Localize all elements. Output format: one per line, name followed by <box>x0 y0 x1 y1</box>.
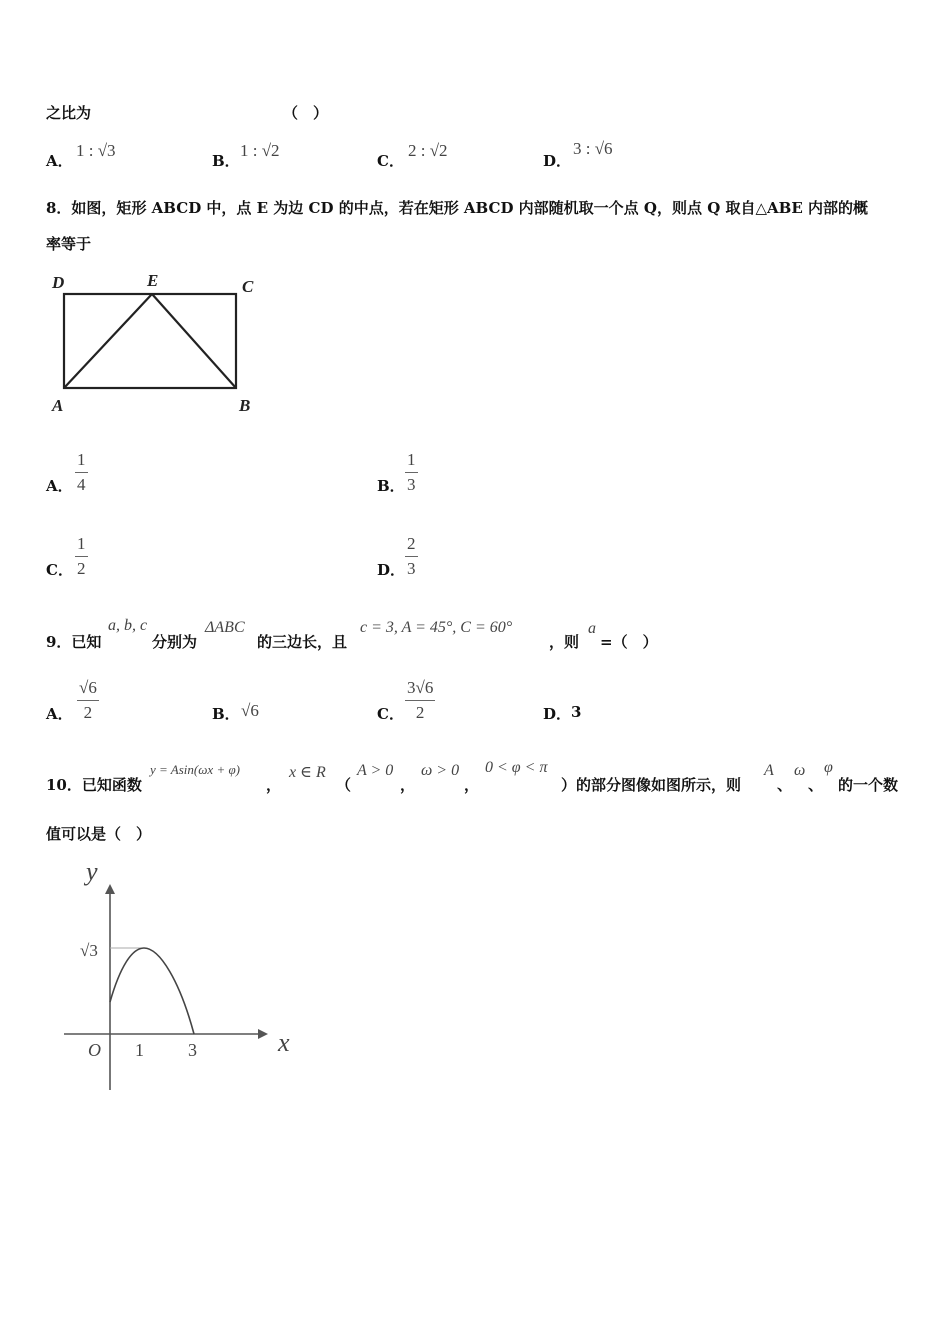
q10-cond-a: A > 0 <box>357 762 394 779</box>
q10-comma1: ， <box>266 776 282 794</box>
q7-option-d-value: 3 : √6 <box>573 139 613 158</box>
q7-option-a-label[interactable]: A． <box>46 152 73 170</box>
fraction-denominator: 3 <box>407 559 416 578</box>
q9-option-a-label[interactable]: A． <box>46 705 73 723</box>
q8-option-c-fraction <box>75 534 88 579</box>
graph-x-tick-3: 3 <box>188 1040 197 1060</box>
q7-option-a-value: 1 : √3 <box>76 141 116 160</box>
fraction-denominator: 3 <box>407 475 416 494</box>
fraction-numerator: 1 <box>407 450 416 469</box>
fraction-numerator: 2 <box>407 534 416 553</box>
q9-option-d-value: 3 <box>571 703 582 721</box>
figure-label-e: E <box>147 271 159 290</box>
q10-comma2: ， <box>400 776 416 794</box>
q10-stem-line2: 值可以是（ ） <box>46 825 152 843</box>
q7-answer-paren: （ ） <box>283 104 329 122</box>
q10-sep1: 、 <box>777 776 793 794</box>
q10-param-omega: ω <box>794 762 806 779</box>
q8-option-a-fraction <box>75 450 88 495</box>
q9-option-c-fraction <box>405 678 435 723</box>
q8-option-d-fraction <box>405 534 418 579</box>
q7-option-c-label[interactable]: C． <box>377 152 404 170</box>
q8-option-d-label[interactable]: D． <box>377 561 406 579</box>
sine-curve <box>110 948 194 1034</box>
graph-origin-label: O <box>88 1040 101 1060</box>
q10-domain: x ∈ R <box>289 764 326 781</box>
q10-tail: 的一个数 <box>838 776 899 794</box>
fraction-numerator: 1 <box>77 450 86 469</box>
q10-open-paren: （ <box>336 776 352 794</box>
q10-sep2: 、 <box>808 776 824 794</box>
q8-stem-line1: 8．如图，矩形 ABCD 中，点 E 为边 CD 的中点，若在矩形 ABCD 内部随机取一个点 Q，则点 Q 取自△ABE 内部的概 <box>46 199 868 217</box>
q7-tail-text: 之比为 <box>46 104 92 122</box>
fraction-denominator: 2 <box>415 703 425 722</box>
fraction-denominator: 4 <box>77 475 86 494</box>
figure-label-a: A <box>52 396 64 415</box>
graph-y-tick-sqrt3: √3 <box>80 941 98 960</box>
fraction-numerator: 1 <box>77 534 86 553</box>
q9-sides: a, b, c <box>108 617 148 634</box>
q10-mid: ）的部分图像如图所示，则 <box>561 776 742 794</box>
q8-stem-line2: 率等于 <box>46 235 92 253</box>
figure-label-c: C <box>242 277 254 296</box>
q8-option-b-label[interactable]: B． <box>377 477 405 495</box>
q10-function: y = Asin(ωx + φ) <box>150 762 240 777</box>
figure-label-b: B <box>239 396 251 415</box>
q9-option-b-value: √6 <box>241 701 259 720</box>
q10-sine-graph <box>56 852 302 1098</box>
q9-suffix: =（ ） <box>600 633 658 651</box>
q9-mid2: 的三边长，且 <box>257 633 348 651</box>
q9-option-a-fraction <box>77 678 99 723</box>
q8-option-c-label[interactable]: C． <box>46 561 73 579</box>
q9-mid3: ，则 <box>549 633 580 651</box>
q7-option-c-value: 2 : √2 <box>408 141 448 160</box>
q9-variable: a <box>588 620 596 637</box>
q9-triangle: ΔABC <box>205 619 245 636</box>
q10-cond-omega: ω > 0 <box>421 762 460 779</box>
graph-x-label: x <box>278 1028 290 1057</box>
q9-option-b-label[interactable]: B． <box>212 705 240 723</box>
q8-option-a-label[interactable]: A． <box>46 477 73 495</box>
graph-y-label: y <box>86 857 98 886</box>
q9-mid1: 分别为 <box>152 633 198 651</box>
fraction-denominator: 2 <box>77 559 86 578</box>
q10-cond-phi: 0 < φ < π <box>485 759 548 776</box>
q7-option-b-label[interactable]: B． <box>212 152 240 170</box>
fraction-numerator: 3√6 <box>407 678 434 697</box>
q10-prefix: 10．已知函数 <box>46 776 142 794</box>
graph-x-tick-1: 1 <box>135 1040 144 1060</box>
q9-prefix: 9．已知 <box>46 633 102 651</box>
q8-option-b-fraction <box>405 450 418 495</box>
q7-option-d-label[interactable]: D． <box>543 152 572 170</box>
q9-option-c-label[interactable]: C． <box>377 705 404 723</box>
q9-option-d-label[interactable]: D． <box>543 705 572 723</box>
q10-param-a: A <box>764 762 774 779</box>
q7-option-b-value: 1 : √2 <box>240 141 280 160</box>
q10-comma3: ， <box>464 776 480 794</box>
figure-label-d: D <box>52 273 65 292</box>
fraction-denominator: 2 <box>83 703 93 722</box>
q9-conditions: c = 3, A = 45°, C = 60° <box>360 619 513 636</box>
q10-param-phi: φ <box>824 759 833 776</box>
fraction-numerator: √6 <box>79 678 97 697</box>
q8-rectangle-figure <box>44 266 274 418</box>
